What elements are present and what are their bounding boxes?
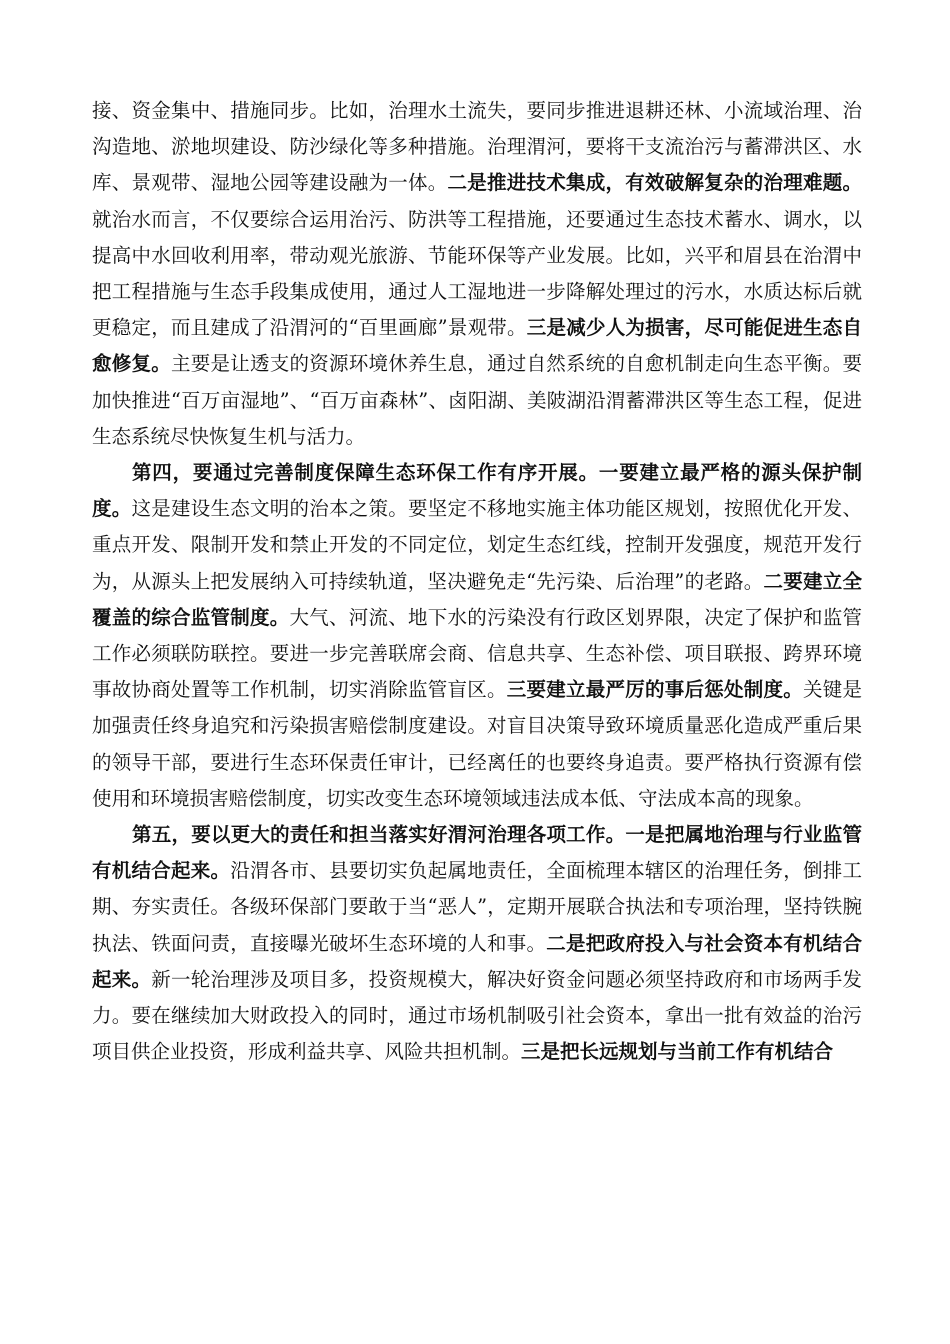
body-text: 关键是加强责任终身追究和污染损害赔偿制度建设。对盲目决策导致环境质量恶化造成严重后果的领导干部，要进行生态环保责任审计，已经离任的也要终身追责。要严格执行资源有偿使用和环境损害赔偿制度，切实改变生态环境领域违法成本低、守法成本高的现象。 [92, 678, 862, 810]
body-text: 接、资金集中、措施同步。比如，治理水土流失，要同步推进退耕还林、小流域治理、治沟造地、淤地坝建设、防沙绿化等多种措施。治理渭河，要将干支流治污与蓄滞洪区、水库、景观带、湿地公园等建设融为一体。 [92, 99, 862, 195]
body-text: 就治水而言，不仅要综合运用治污、防洪等工程措施，还要通过生态技术蓄水、调水，以提高中水回收利用率，带动观光旅游、节能环保等产业发展。比如，兴平和眉县在治渭中把工程措施与生态手段集成使用，通过人工湿地进一步降解处理过的污水，水质达标后就更稳定，而且建成了沿渭河的“百里画廊”景观带。 [92, 207, 862, 340]
bold-heading-text: 二要建立全覆盖的综合监管制度。 [92, 569, 862, 629]
body-text: 新一轮治理涉及项目多，投资规模大，解决好资金问题必须坚持政府和市场两手发力。要在继续加大财政投入的同时，通过市场机制吸引社会资本，拿出一批有效益的治污项目供企业投资，形成利益共享、风险共担机制。 [92, 967, 862, 1064]
body-text: 沿渭各市、县要切实负起属地责任，全面梳理本辖区的治理任务，倒排工期、夯实责任。各级环保部门要敢于当“恶人”，定期开展联合执法和专项治理，坚持铁腕执法、铁面问责，直接曝光破坏生态环境的人和事。 [92, 859, 862, 955]
bold-heading-text: 三要建立最严厉的事后惩处制度。 [506, 678, 803, 702]
bold-heading-text: 二是推进技术集成，有效破解复杂的治理难题。 [447, 171, 862, 195]
bold-heading-text: 二是把政府投入与社会资本有机结合起来。 [92, 931, 862, 991]
bold-heading-text: 三是减少人为损害，尽可能促进生态自愈修复。 [92, 316, 862, 376]
paragraph-fourth [92, 455, 862, 817]
paragraph-fifth [92, 817, 862, 1070]
body-text: 大气、河流、地下水的污染没有行政区划界限，决定了保护和监管工作必须联防联控。要进一步完善联席会商、信息共享、生态补偿、项目联报、跨界环境事故协商处置等工作机制，切实消除监管盲区。 [92, 605, 862, 702]
bold-heading-text: 第四，要通过完善制度保障生态环保工作有序开展。一要建立最严格的源头保护制度。 [92, 461, 862, 521]
body-text: 这是建设生态文明的治本之策。要坚定不移地实施主体功能区规划，按照优化开发、重点开发、限制开发和禁止开发的不同定位，划定生态红线，控制开发强度，规范开发行为，从源头上把发展纳入可持续轨道，坚决避免走“先污染、后治理”的老路。 [92, 497, 862, 593]
bold-heading-text: 三是把长远规划与当前工作有机结合 [521, 1040, 834, 1064]
paragraph-continuation [92, 93, 862, 455]
body-text: 主要是让透支的资源环境休养生息，通过自然系统的自愈机制走向生态平衡。要加快推进“百万亩湿地”、“百万亩森林”、卤阳湖、美陂湖沿渭蓄滞洪区等生态工程，促进生态系统尽快恢复生机与活力。 [92, 352, 862, 448]
bold-heading-text: 第五，要以更大的责任和担当落实好渭河治理各项工作。一是把属地治理与行业监管有机结合起来。 [92, 823, 862, 883]
document-page [92, 93, 862, 1070]
